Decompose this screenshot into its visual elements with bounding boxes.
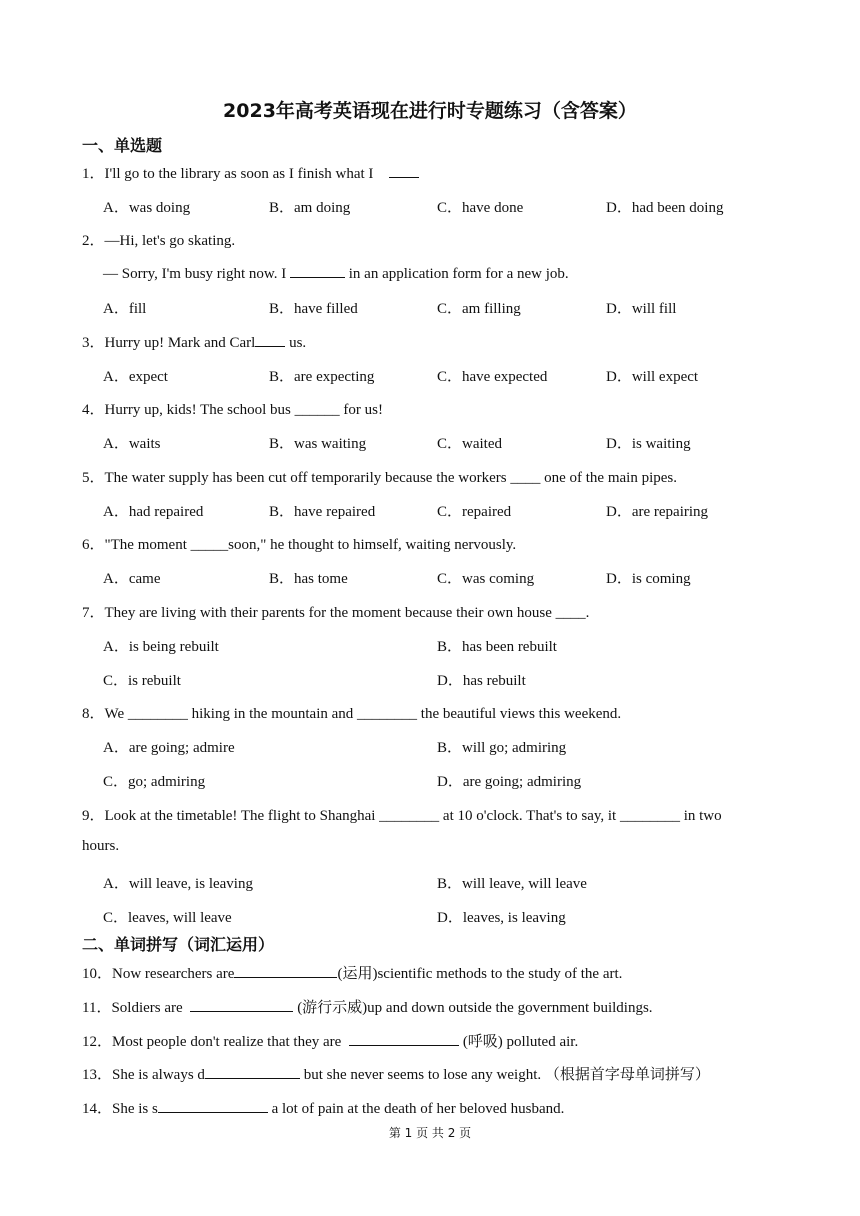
page-title: 2023年高考英语现在进行时专题练习（含答案） xyxy=(223,100,637,122)
question-text-tail: (运用)scientific methods to the study of the art. xyxy=(337,966,623,982)
option-b: B．are expecting xyxy=(269,369,375,385)
option-a: A．expect xyxy=(103,369,168,385)
option-a: A．are going; admire xyxy=(103,740,235,756)
question-9-continued: hours. xyxy=(82,838,120,854)
question-text-tail: but she never seems to lose any weight. （根据首字母单词拼写） xyxy=(299,1067,710,1083)
option-a: A．is being rebuilt xyxy=(103,639,219,655)
question-number: 5． xyxy=(82,470,105,486)
question-13 xyxy=(82,1063,710,1084)
option-b: B．was waiting xyxy=(269,436,367,452)
question-number: 4． xyxy=(82,402,105,418)
option-b: B．will leave, will leave xyxy=(437,876,587,892)
question-text: Look at the timetable! The flight to Shanghai ________ at 10 o'clock. That's to say, it ________ in two xyxy=(104,808,722,824)
option-c: C．repaired xyxy=(437,504,512,520)
question-number: 12． xyxy=(82,1034,113,1050)
question-text: She is always d xyxy=(112,1067,205,1083)
answer-blank xyxy=(290,263,345,278)
question-text: — Sorry, I'm busy right now. I xyxy=(103,266,290,282)
option-d: D．is coming xyxy=(606,571,691,587)
question-text: They are living with their parents for the moment because their own house ____. xyxy=(104,605,590,621)
question-text: in an application form for a new job. xyxy=(345,266,569,282)
question-number: 11． xyxy=(82,1000,112,1016)
question-number: 14． xyxy=(82,1101,113,1117)
option-a: A．waits xyxy=(103,436,161,452)
question-text: —Hi, let's go skating. xyxy=(104,233,236,249)
question-number: 6． xyxy=(82,537,105,553)
answer-blank xyxy=(255,332,285,347)
answer-blank xyxy=(349,1031,459,1046)
question-number: 1． xyxy=(82,166,105,182)
question-text-tail: us. xyxy=(289,335,307,351)
option-a: A．was doing xyxy=(103,200,191,216)
option-a: A．will leave, is leaving xyxy=(103,876,253,892)
question-text: I'll go to the library as soon as I finish what I xyxy=(104,166,374,182)
option-c: C．leaves, will leave xyxy=(103,910,232,926)
option-b: B．am doing xyxy=(269,200,351,216)
question-number: 13． xyxy=(82,1067,113,1083)
option-b: B．have repaired xyxy=(269,504,376,520)
option-d: D．had been doing xyxy=(606,200,724,216)
option-d: D．are going; admiring xyxy=(437,774,582,790)
option-c: C．have done xyxy=(437,200,524,216)
answer-blank xyxy=(234,963,337,978)
option-c: C．have expected xyxy=(437,369,548,385)
question-6 xyxy=(82,533,516,554)
option-b: B．have filled xyxy=(269,301,358,317)
question-number: 2． xyxy=(82,233,105,249)
option-d: D．has rebuilt xyxy=(437,673,526,689)
question-14 xyxy=(82,1097,564,1118)
question-9 xyxy=(82,804,722,825)
page-footer: 第 1 页 共 2 页 xyxy=(388,1126,472,1140)
question-text: Hurry up, kids! The school bus ______ for us! xyxy=(104,402,383,418)
question-3 xyxy=(82,331,306,352)
option-c: C．go; admiring xyxy=(103,774,206,790)
question-4 xyxy=(82,398,383,419)
answer-blank xyxy=(158,1098,268,1113)
question-text: We ________ hiking in the mountain and ________ the beautiful views this weekend. xyxy=(104,706,622,722)
question-7 xyxy=(82,601,589,622)
option-b: B．will go; admiring xyxy=(437,740,567,756)
question-5 xyxy=(82,466,677,487)
option-b: B．has been rebuilt xyxy=(437,639,557,655)
option-d: D．will fill xyxy=(606,301,677,317)
section-heading-spelling: 二、单词拼写（词汇运用） xyxy=(82,935,275,954)
option-c: C．is rebuilt xyxy=(103,673,181,689)
question-1 xyxy=(82,162,419,183)
option-d: D．leaves, is leaving xyxy=(437,910,566,926)
option-c: C．waited xyxy=(437,436,502,452)
question-text: Most people don't realize that they are xyxy=(112,1034,346,1050)
option-c: C．am filling xyxy=(437,301,521,317)
question-number: 9． xyxy=(82,808,105,824)
option-a: A．fill xyxy=(103,301,147,317)
answer-blank xyxy=(389,163,419,178)
question-2 xyxy=(82,229,235,250)
question-text-tail: a lot of pain at the death of her beloved husband. xyxy=(267,1101,565,1117)
question-text: Now researchers are xyxy=(112,966,235,982)
option-c: C．was coming xyxy=(437,571,535,587)
question-text-tail: (呼吸) polluted air. xyxy=(459,1034,579,1050)
question-text: Hurry up! Mark and Carl xyxy=(104,335,256,351)
question-text-tail: (游行示威)up and down outside the government buildings. xyxy=(293,1000,653,1016)
option-d: D．will expect xyxy=(606,369,699,385)
question-12 xyxy=(82,1030,578,1051)
answer-blank xyxy=(190,997,293,1012)
section-heading-single-choice: 一、单选题 xyxy=(82,136,163,155)
question-8 xyxy=(82,702,621,723)
option-a: A．came xyxy=(103,571,161,587)
option-d: D．is waiting xyxy=(606,436,691,452)
question-number: 7． xyxy=(82,605,105,621)
question-number: 8． xyxy=(82,706,105,722)
question-text: Soldiers are xyxy=(111,1000,187,1016)
question-11 xyxy=(82,996,653,1017)
option-b: B．has tome xyxy=(269,571,348,587)
question-text: She is s xyxy=(112,1101,158,1117)
question-number: 10． xyxy=(82,966,113,982)
question-number: 3． xyxy=(82,335,105,351)
question-2-reply xyxy=(103,263,569,283)
option-d: D．are repairing xyxy=(606,504,709,520)
answer-blank xyxy=(205,1064,300,1079)
option-a: A．had repaired xyxy=(103,504,204,520)
question-10 xyxy=(82,962,622,983)
question-text: "The moment _____soon," he thought to himself, waiting nervously. xyxy=(104,537,517,553)
question-text: The water supply has been cut off temporarily because the workers ____ one of the main pipes. xyxy=(104,470,677,486)
